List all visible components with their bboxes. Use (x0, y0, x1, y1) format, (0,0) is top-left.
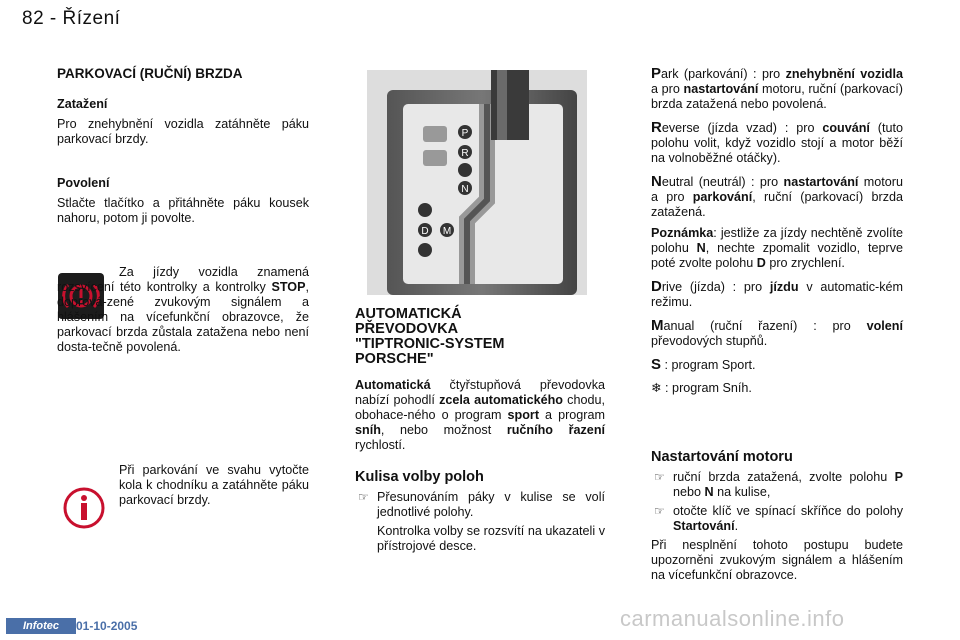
selector-bullet-1-text: Přesunováním páky v kulise se volí jednotlivé polohy. (377, 490, 605, 519)
gear-positions (651, 66, 903, 396)
gear-letter-d: D (421, 226, 429, 237)
start-b1c: na kulise, (713, 485, 771, 499)
drive-bold: jízdu (769, 280, 799, 294)
note-text2: , nechte zpomalit vozidlo, teprve poté zvolte polohu (651, 241, 903, 270)
auto-bold4: sníh (355, 423, 381, 437)
manual-desc (651, 318, 903, 349)
start-warning-text: Při nesplnění tohoto postupu budete upozorněni zvukovým signálem a hlášením na vícefunkční obrazovce. (651, 538, 903, 582)
drive-letter: D (651, 278, 662, 295)
transmission-intro-text (355, 378, 605, 453)
neutral-desc (651, 174, 903, 220)
footer-date: 01-10-2005 (76, 619, 138, 633)
parking-brake-title: PARKOVACÍ (RUČNÍ) BRZDA (57, 66, 243, 81)
warning-text-block (57, 265, 309, 355)
auto-bold5: ručního řazení (506, 423, 606, 437)
manual-bold: volení (866, 319, 903, 333)
release-heading: Povolení (57, 176, 110, 190)
note-desc (651, 226, 903, 271)
auto-bold2: zcela automatického (439, 393, 563, 407)
drive-desc (651, 279, 903, 310)
pointing-hand-icon: ☞ (358, 490, 369, 504)
transmission-intro (355, 378, 605, 453)
gear-letter-p: P (461, 128, 469, 139)
engage-text: Pro znehybnění vozidla zatáhněte páku parkovací brzdy. (57, 117, 309, 146)
drive-text: rive (jízda) : pro (661, 280, 770, 294)
warning-text-part2: , doprová-zené zvukovým signálem a hlášením na vícefunkční obrazovce, že parkovací brzda zůstala zatažena nebo není dosta-tečně povolená. (57, 280, 309, 354)
selector-heading: Kulisa volby poloh (355, 469, 484, 485)
start-b1p: P (894, 470, 903, 484)
start-bullet-2 (651, 504, 903, 534)
start-section (651, 470, 903, 583)
transmission-title-line1: AUTOMATICKÁ (355, 306, 462, 322)
reverse-desc (651, 120, 903, 166)
park-desc (651, 66, 903, 112)
auto-text3: a program (539, 408, 605, 422)
transmission-title-line3: "TIPTRONIC-SYSTEM (355, 336, 505, 352)
note-text: : jestliže za jízdy nechtěně zvolíte polohu (651, 226, 903, 255)
gear-letter-m: M (442, 226, 452, 237)
page-title: 82 - Řízení (22, 8, 121, 29)
start-b2a: otočte klíč ve spínací skříňce do polohy (673, 504, 903, 518)
warning-text (57, 265, 309, 355)
note-n: N (696, 241, 706, 255)
park-bold2: nastartování (683, 82, 759, 96)
reverse-text: everse (jízda vzad) : pro (661, 121, 823, 135)
transmission-title-line2: PŘEVODOVKA (355, 321, 459, 337)
auto-text5: rychlostí. (355, 438, 406, 452)
sport-text: : program Sport. (661, 358, 756, 372)
start-b2b: Startování (673, 519, 735, 533)
engage-heading: Zatažení (57, 97, 108, 111)
snow-desc (651, 381, 903, 396)
note-bold: Poznámka (651, 226, 714, 240)
release-text: Stlačte tlačítko a přitáhněte páku kousek nahoru, potom ji povolte. (57, 196, 309, 225)
warning-text-part1: Za jízdy vozidla znamená rozsvícení této kontrolky a kontrolky (57, 265, 309, 294)
watermark: carmanualsonline.info (620, 606, 845, 631)
park-text3: motoru, ruční (parkovací) brzda zatažená nebo povolená. (651, 82, 903, 111)
pointing-hand-icon: ☞ (654, 470, 665, 484)
auto-text4: , nebo možnost (380, 423, 507, 437)
neutral-text2: motoru a pro (651, 175, 903, 204)
auto-text1: čtyřstupňová převodovka nabízí pohodlí (355, 378, 605, 407)
info-text-block (119, 463, 309, 508)
selector-bullet-1 (355, 490, 605, 520)
start-heading: Nastartování motoru (651, 449, 793, 465)
start-b1b: nebo (673, 485, 705, 499)
pointing-hand-icon: ☞ (654, 504, 665, 518)
neutral-text3: , ruční (parkovací) brzda zatažená. (651, 190, 903, 219)
note-text3: pro zrychlení. (765, 256, 845, 270)
start-b1a: ruční brzda zatažená, zvolte polohu (673, 470, 895, 484)
park-text: ark (parkování) : pro (661, 67, 786, 81)
gear-letter-n: N (461, 184, 469, 195)
manual-text: anual (ruční řazení) : pro (663, 319, 867, 333)
reverse-bold: couvání (822, 121, 870, 135)
park-text2: a pro (651, 82, 684, 96)
start-bullet-1 (651, 470, 903, 500)
gear-selector-image (367, 70, 587, 295)
gear-letter-r: R (461, 148, 469, 159)
infotec-logo: Infotec (6, 618, 76, 634)
snow-text: : program Sníh. (661, 381, 752, 395)
neutral-bold2: parkování (692, 190, 753, 204)
neutral-bold: nastartování (783, 175, 859, 189)
auto-text2: chodu, obohace-ného o program (355, 393, 605, 422)
info-icon (62, 486, 106, 530)
note-d: D (756, 256, 766, 270)
drive-text2: v automatic-kém režimu. (651, 280, 903, 309)
snowflake-icon: ❄ (651, 381, 662, 395)
neutral-text: eutral (neutrál) : pro (661, 175, 784, 189)
sport-letter: S (651, 356, 662, 373)
reverse-text2: (tuto polohu volit, když vozidlo stojí a motor běží na volnoběžné otáčky). (651, 121, 903, 165)
stop-label: STOP (271, 280, 306, 294)
manual-letter: M (651, 317, 664, 334)
auto-bold3: sport (507, 408, 540, 422)
manual-text2: převodových stupňů. (651, 334, 768, 348)
park-bold: znehybnění vozidla (785, 67, 903, 81)
selector-bullet-2 (355, 524, 605, 554)
release-section (57, 176, 309, 226)
neutral-letter: N (651, 173, 662, 190)
park-letter: P (651, 65, 662, 82)
start-b1n: N (704, 485, 714, 499)
engage-section (57, 97, 309, 147)
transmission-title (355, 307, 504, 367)
info-text: Při parkování ve svahu vytočte kola k chodníku a zatáhněte páku parkovací brzdy. (119, 463, 309, 507)
auto-bold: Automatická (355, 378, 431, 392)
start-b2c: . (734, 519, 739, 533)
reverse-letter: R (651, 119, 662, 136)
sport-desc (651, 357, 903, 373)
transmission-title-line4: PORSCHE" (355, 351, 434, 367)
selector-list (355, 490, 605, 558)
selector-bullet-2-text: Kontrolka volby se rozsvítí na ukazateli v přístrojové desce. (377, 524, 605, 553)
